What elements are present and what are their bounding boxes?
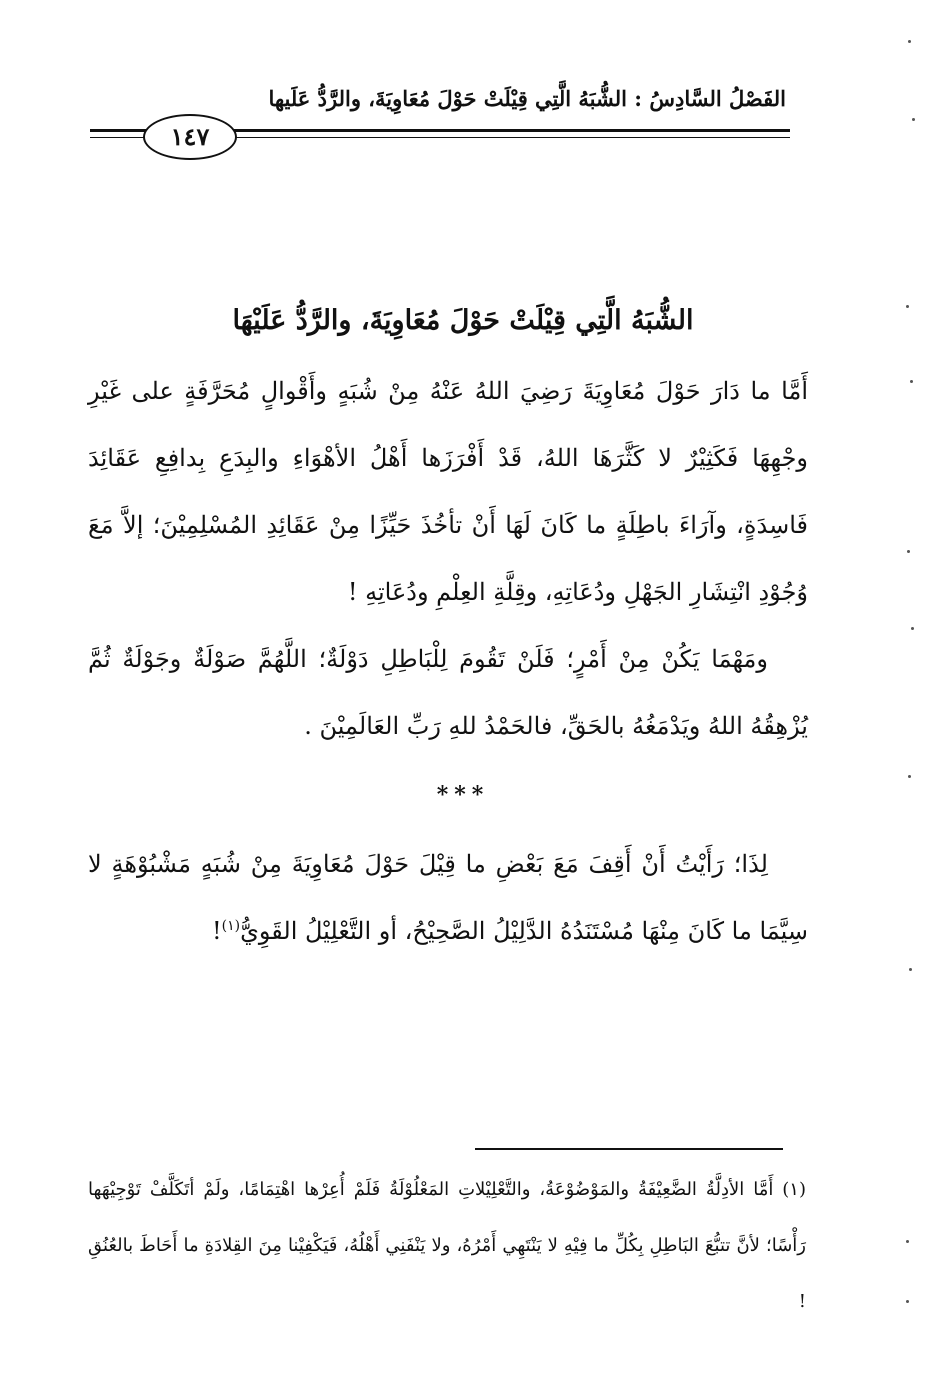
paragraph-1-text: أَمَّا ما دَارَ حَوْلَ مُعَاوِيَةَ رَضِيَ اللهُ عَنْهُ مِنْ شُبَهٍ وأَقْوالٍ مُحَرَّفَةٍ على غَيْرِ وجْهِهَا فَكَثِيْرٌ لا كَثَّرَهَا اللهُ، قَدْ أَفْرَزَها أَهْلُ الأهْوَاءِ والبِدَعِ بِدافِعِ عَقَائِدَ فَاسِدَةٍ، وآرَاءَ باطِلَةٍ ما كَانَ لَهَا أَنْ تأخُذَ حَيِّزًا مِنْ عَقَائِدِ المُسْلِمِيْنَ؛ إلاَّ مَعَ وُجُوْدِ انْتِشَارِ الجَهْلِ ودُعَاتِهِ، وقِلَّةِ العِلْمِ ودُعَاتِهِ !: [88, 377, 808, 606]
paragraph-3-end: !: [211, 917, 222, 945]
paragraph-3: [88, 831, 808, 965]
section-title: الشُّبَهُ الَّتِي قِيْلَتْ حَوْلَ مُعَاوِيَةَ، والرَّدُّ عَلَيْهَا: [232, 305, 694, 336]
paragraph-2-text: ومَهْمَا يَكُنْ مِنْ أَمْرٍ؛ فَلَنْ تَقُومَ لِلْبَاطِلِ دَوْلَةٌ؛ اللَّهُمَّ صَوْلَةٌ وجَوْلَةٌ ثُمَّ يُزْهِقُهُ اللهُ ويَدْمَغُهُ بالحَقِّ، فالحَمْدُ للهِ رَبِّ العَالَمِيْنَ .: [88, 645, 808, 740]
paragraph-2: [88, 626, 808, 760]
margin-dot: [908, 775, 911, 778]
margin-dot: [911, 627, 914, 630]
margin-dot: [910, 380, 913, 383]
margin-dot: [906, 1240, 909, 1243]
section-separator: ***: [436, 782, 490, 808]
footnote-1: (١) أَمَّا الأدِلَّةُ الضَّعِيْفَةُ والمَوْضُوْعَةُ، والتَّعْلِيْلاتِ المَعْلُوْلَةُ فَلَمْ أُعِرْها اهْتِمَامًا، ولَمْ أتَكَلَّفْ تَوْجِيْهَها رَأْسًا؛ لأنَّ تتبُّعَ البَاطِلِ بِكُلِّ ما فِيْهِ لا يَنْتَهِي أَمْرُهُ، ولا يَنْفَنِي أَهْلُهُ، فَيَكْفِيْنا مِنَ القِلادَةِ ما أَحَاطَ بالعُنُقِ !: [88, 1179, 806, 1312]
margin-dot: [907, 550, 910, 553]
running-header: الفَصْلُ السَّادِسُ : الشُّبَهُ الَّتِي قِيْلَتْ حَوْلَ مُعَاوِيَةَ، والرَّدُّ عَلَيها: [268, 86, 786, 111]
margin-dot: [912, 118, 915, 121]
paragraph-1: [88, 358, 808, 626]
footnote-rule: [475, 1148, 783, 1150]
paragraph-3-text: لِذَا؛ رَأَيْتُ أَنْ أَقِفَ مَعَ بَعْضِ ما قِيْلَ حَوْلَ مُعَاوِيَةَ مِنْ شُبَهٍ مَشْبُوْهَةٍ لا سِيَّمَا ما كَانَ مِنْهَا مُسْتَنَدُهُ الدَّلِيْلُ الصَّحِيْحُ، أو التَّعْلِيْلُ القَوِيُّ: [88, 850, 808, 945]
margin-dot: [908, 40, 911, 43]
margin-dot: [906, 1300, 909, 1303]
footnote-reference[interactable]: (١): [221, 918, 241, 934]
margin-dot: [909, 968, 912, 971]
page-number: ١٤٧: [143, 114, 237, 160]
margin-dot: [906, 305, 909, 308]
